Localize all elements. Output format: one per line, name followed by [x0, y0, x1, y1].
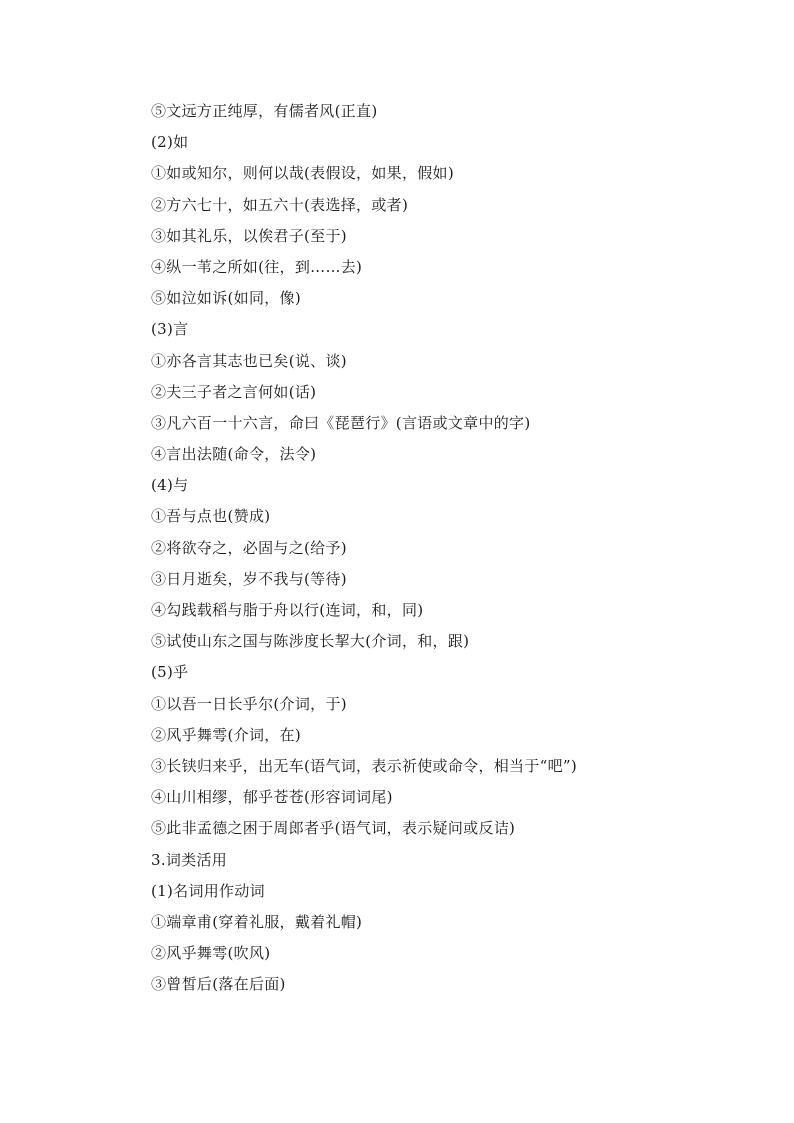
- section-heading-ru: (2)如: [151, 133, 189, 152]
- section-heading-hu: (5)乎: [151, 663, 189, 682]
- text-line-yan-3: ③凡六百一十六言，命曰《琵琶行》(言语或文章中的字): [151, 413, 531, 432]
- text-line-noun-verb-2: ②风乎舞雩(吹风): [151, 944, 271, 963]
- text-line-yan-2: ②夫三子者之言何如(话): [151, 382, 317, 401]
- text-line-noun-verb-3: ③曾皙后(落在后面): [151, 975, 286, 994]
- text-line-yu-1: ①吾与点也(赞成): [151, 507, 271, 526]
- text-line-ru-1: ①如或知尔，则何以哉(表假设，如果，假如): [151, 164, 455, 183]
- text-line-hu-1: ①以吾一日长乎尔(介词，于): [151, 694, 347, 713]
- text-line-yu-2: ②将欲夺之，必固与之(给予): [151, 538, 347, 557]
- text-line-ru-3: ③如其礼乐，以俟君子(至于): [151, 226, 347, 245]
- text-line-wen-yuan: ⑤文远方正纯厚，有儒者风(正直): [151, 102, 378, 120]
- text-line-hu-4: ④山川相缪，郁乎苍苍(形容词词尾): [151, 788, 393, 807]
- text-line-yu-5: ⑤试使山东之国与陈涉度长挈大(介词，和，跟): [151, 632, 470, 651]
- text-line-yan-4: ④言出法随(命令，法令): [151, 445, 317, 464]
- section-heading-word-class: 3.词类活用: [151, 850, 228, 869]
- text-line-hu-2: ②风乎舞雩(介词，在): [151, 725, 302, 744]
- text-line-noun-verb-1: ①端章甫(穿着礼服，戴着礼帽): [151, 912, 363, 931]
- section-heading-yan: (3)言: [151, 320, 189, 339]
- subsection-heading-noun-as-verb: (1)名词用作动词: [151, 881, 265, 900]
- document-body: [151, 99, 751, 1003]
- text-line-ru-4: ④纵一苇之所如(往，到……去): [151, 257, 363, 276]
- text-line-ru-2: ②方六七十，如五六十(表选择，或者): [151, 195, 409, 214]
- text-line-yan-1: ①亦各言其志也已矣(说、谈): [151, 351, 347, 370]
- text-line-hu-3: ③长铗归来乎，出无车(语气词，表示祈使或命令，相当于“吧”): [151, 756, 578, 775]
- text-line-yu-3: ③日月逝矣，岁不我与(等待): [151, 569, 347, 588]
- text-line-hu-5: ⑤此非孟德之困于周郎者乎(语气词，表示疑问或反诘): [151, 819, 516, 838]
- text-line-ru-5: ⑤如泣如诉(如同，像): [151, 289, 302, 308]
- section-heading-yu: (4)与: [151, 476, 189, 495]
- text-line-yu-4: ④勾践载稻与脂于舟以行(连词，和，同): [151, 601, 424, 619]
